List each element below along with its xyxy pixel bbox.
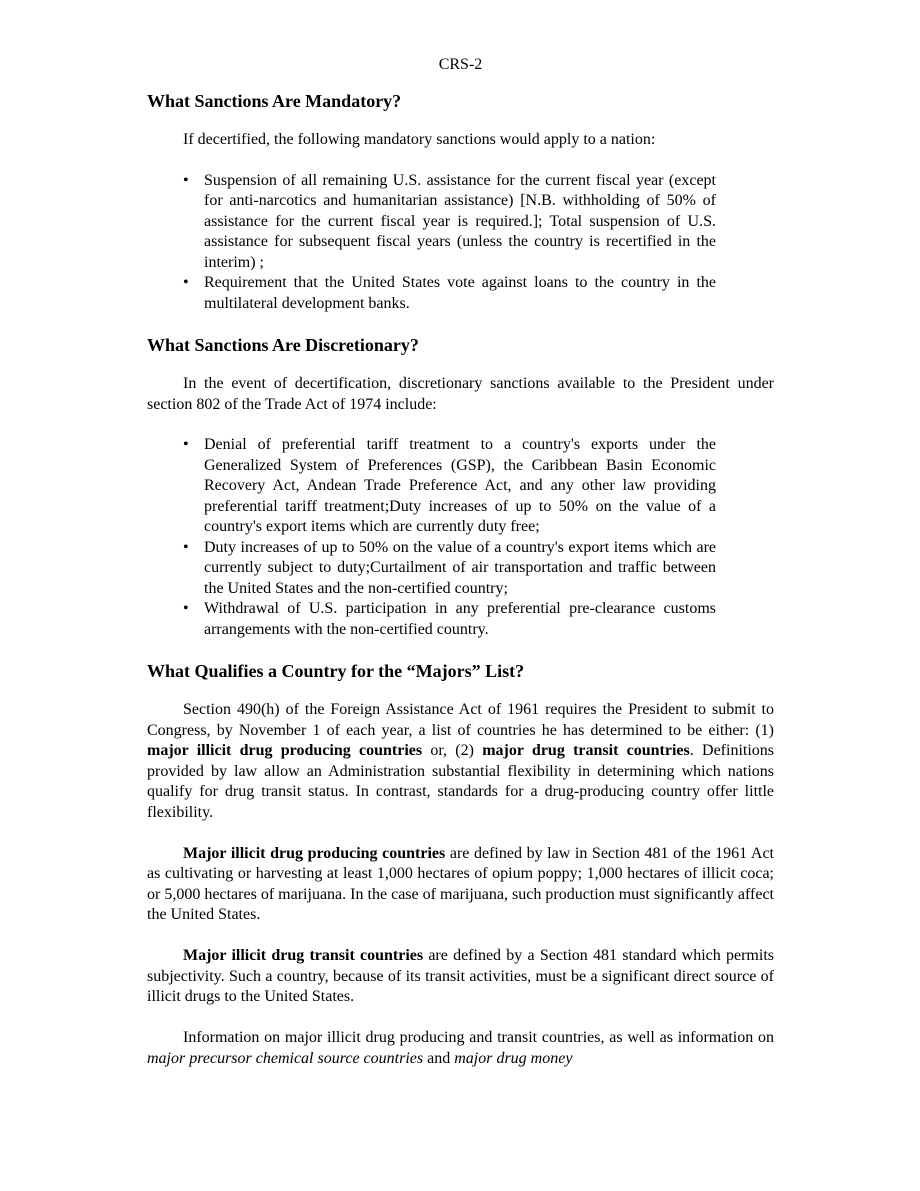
bold-term: major drug transit countries	[482, 742, 690, 759]
document-page	[147, 56, 774, 1090]
paragraph-information	[147, 1028, 774, 1069]
mandatory-list	[147, 171, 774, 315]
mandatory-intro: If decertified, the following mandatory sanctions would apply to a nation:	[183, 131, 656, 148]
paragraph-transit-countries	[147, 946, 774, 1008]
text-run: are defined by law in Section 481 of the 1961 Act as cultivating or harvesting at least 1,000 hectares of opium poppy; 1,000 hectares of illicit coca; or 5,000 hectares of marijuana. In the case of marijuana, such production must significantly affect the United States.	[147, 844, 775, 923]
discretionary-intro: In the event of decertification, discretionary sanctions available to the President under section 802 of the Trade Act of 1974 include:	[147, 375, 774, 413]
list-item: • Suspension of all remaining U.S. assistance for the current fiscal year (except for anti-narcotics and humanitarian assistance) [N.B. withholding of 50% of assistance for the current fiscal year is required.]; Total suspension of U.S. assistance for subsequent fiscal years (unless the country is recertified in the interim) ;	[183, 171, 716, 274]
section-title-mandatory: What Sanctions Are Mandatory?	[147, 91, 402, 111]
list-item: • Withdrawal of U.S. participation in any preferential pre-clearance customs arrangements with the non-certified country.	[183, 599, 716, 640]
italic-term: major drug money	[454, 1049, 573, 1067]
text-run: . Definitions provided by law allow an Administration substantial flexibility in determining which nations qualify for drug transit status. In contrast, standards for a drug-producing country offer little flexibility.	[147, 742, 775, 821]
text-run: or, (2)	[422, 742, 483, 759]
list-item: • Requirement that the United States vote against loans to the country in the multilateral development banks.	[183, 273, 716, 314]
bold-term: major illicit drug producing countries	[147, 742, 423, 759]
text-run: are defined by a Section 481 standard which permits subjectivity. Such a country, because of its transit activities, must be a significant direct source of illicit drugs to the United States.	[147, 947, 774, 1005]
section-title-majors: What Qualifies a Country for the “Majors” List?	[147, 661, 525, 681]
text-run: Section 490(h) of the Foreign Assistance Act of 1961 requires the President to submit to Congress, by November 1 of each year, a list of countries he has determined to be either: (1)	[147, 701, 774, 739]
italic-term: major precursor chemical source countries	[147, 1049, 424, 1067]
text-run: Information on major illicit drug producing and transit countries, as well as information on	[183, 1029, 774, 1046]
list-item: • Denial of preferential tariff treatment to a country's exports under the Generalized System of Preferences (GSP), the Caribbean Basin Economic Recovery Act, Andean Trade Preference Act, and any other law providing preferential tariff treatment;Duty increases of up to 50% on the value of a country's export items which are currently duty free;	[183, 435, 716, 538]
discretionary-list	[147, 435, 774, 640]
paragraph-section-490	[147, 700, 774, 823]
text-run: and	[423, 1049, 455, 1067]
page-header: CRS-2	[438, 56, 483, 73]
list-item: • Duty increases of up to 50% on the value of a country's export items which are currently subject to duty;Curtailment of air transportation and traffic between the United States and the non-certified country;	[183, 538, 716, 600]
bold-term: Major illicit drug producing countries	[183, 844, 446, 862]
bold-term: Major illicit drug transit countries	[183, 947, 424, 964]
section-title-discretionary: What Sanctions Are Discretionary?	[147, 335, 419, 355]
paragraph-producing-countries	[147, 844, 774, 926]
